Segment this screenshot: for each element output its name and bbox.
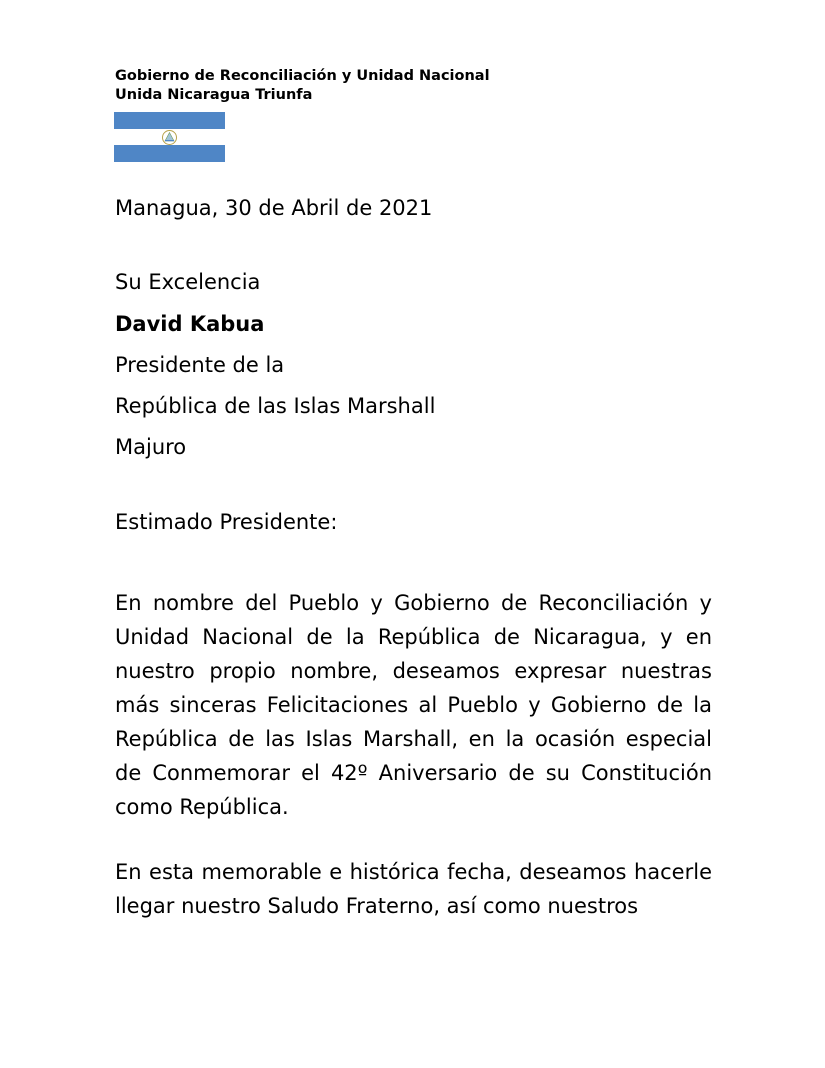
letterhead-government-name: Gobierno de Reconciliación y Unidad Nacional (115, 68, 490, 84)
nicaragua-flag-icon (114, 112, 225, 162)
letterhead (115, 67, 490, 105)
body-paragraph-2: En esta memorable e histórica fecha, deseamos hacerle llegar nuestro Saludo Fraterno, así como nuestros (115, 860, 712, 918)
recipient-position-line1: Presidente de la (115, 353, 285, 377)
recipient-title: Su Excelencia (115, 270, 261, 294)
recipient-position-line2: República de las Islas Marshall (115, 394, 436, 418)
flag-bottom-stripe (114, 145, 225, 162)
letter-greeting: Estimado Presidente: (115, 510, 338, 534)
letterhead-motto: Unida Nicaragua Triunfa (115, 87, 313, 103)
coat-of-arms-icon (161, 129, 178, 146)
letter-date: Managua, 30 de Abril de 2021 (115, 196, 433, 220)
recipient-name: David Kabua (115, 312, 265, 336)
flag-top-stripe (114, 112, 225, 129)
body-paragraph-1: En nombre del Pueblo y Gobierno de Reconciliación y Unidad Nacional de la República de Nicaragua, y en nuestro propio nombre, deseamos expresar nuestras más sinceras Felicitaciones al Pueblo y Gobierno de la República de las Islas Marshall, en la ocasión especial de Conmemorar el 42º Aniversario de su Constitución como República. (115, 591, 712, 819)
recipient-city: Majuro (115, 435, 187, 459)
